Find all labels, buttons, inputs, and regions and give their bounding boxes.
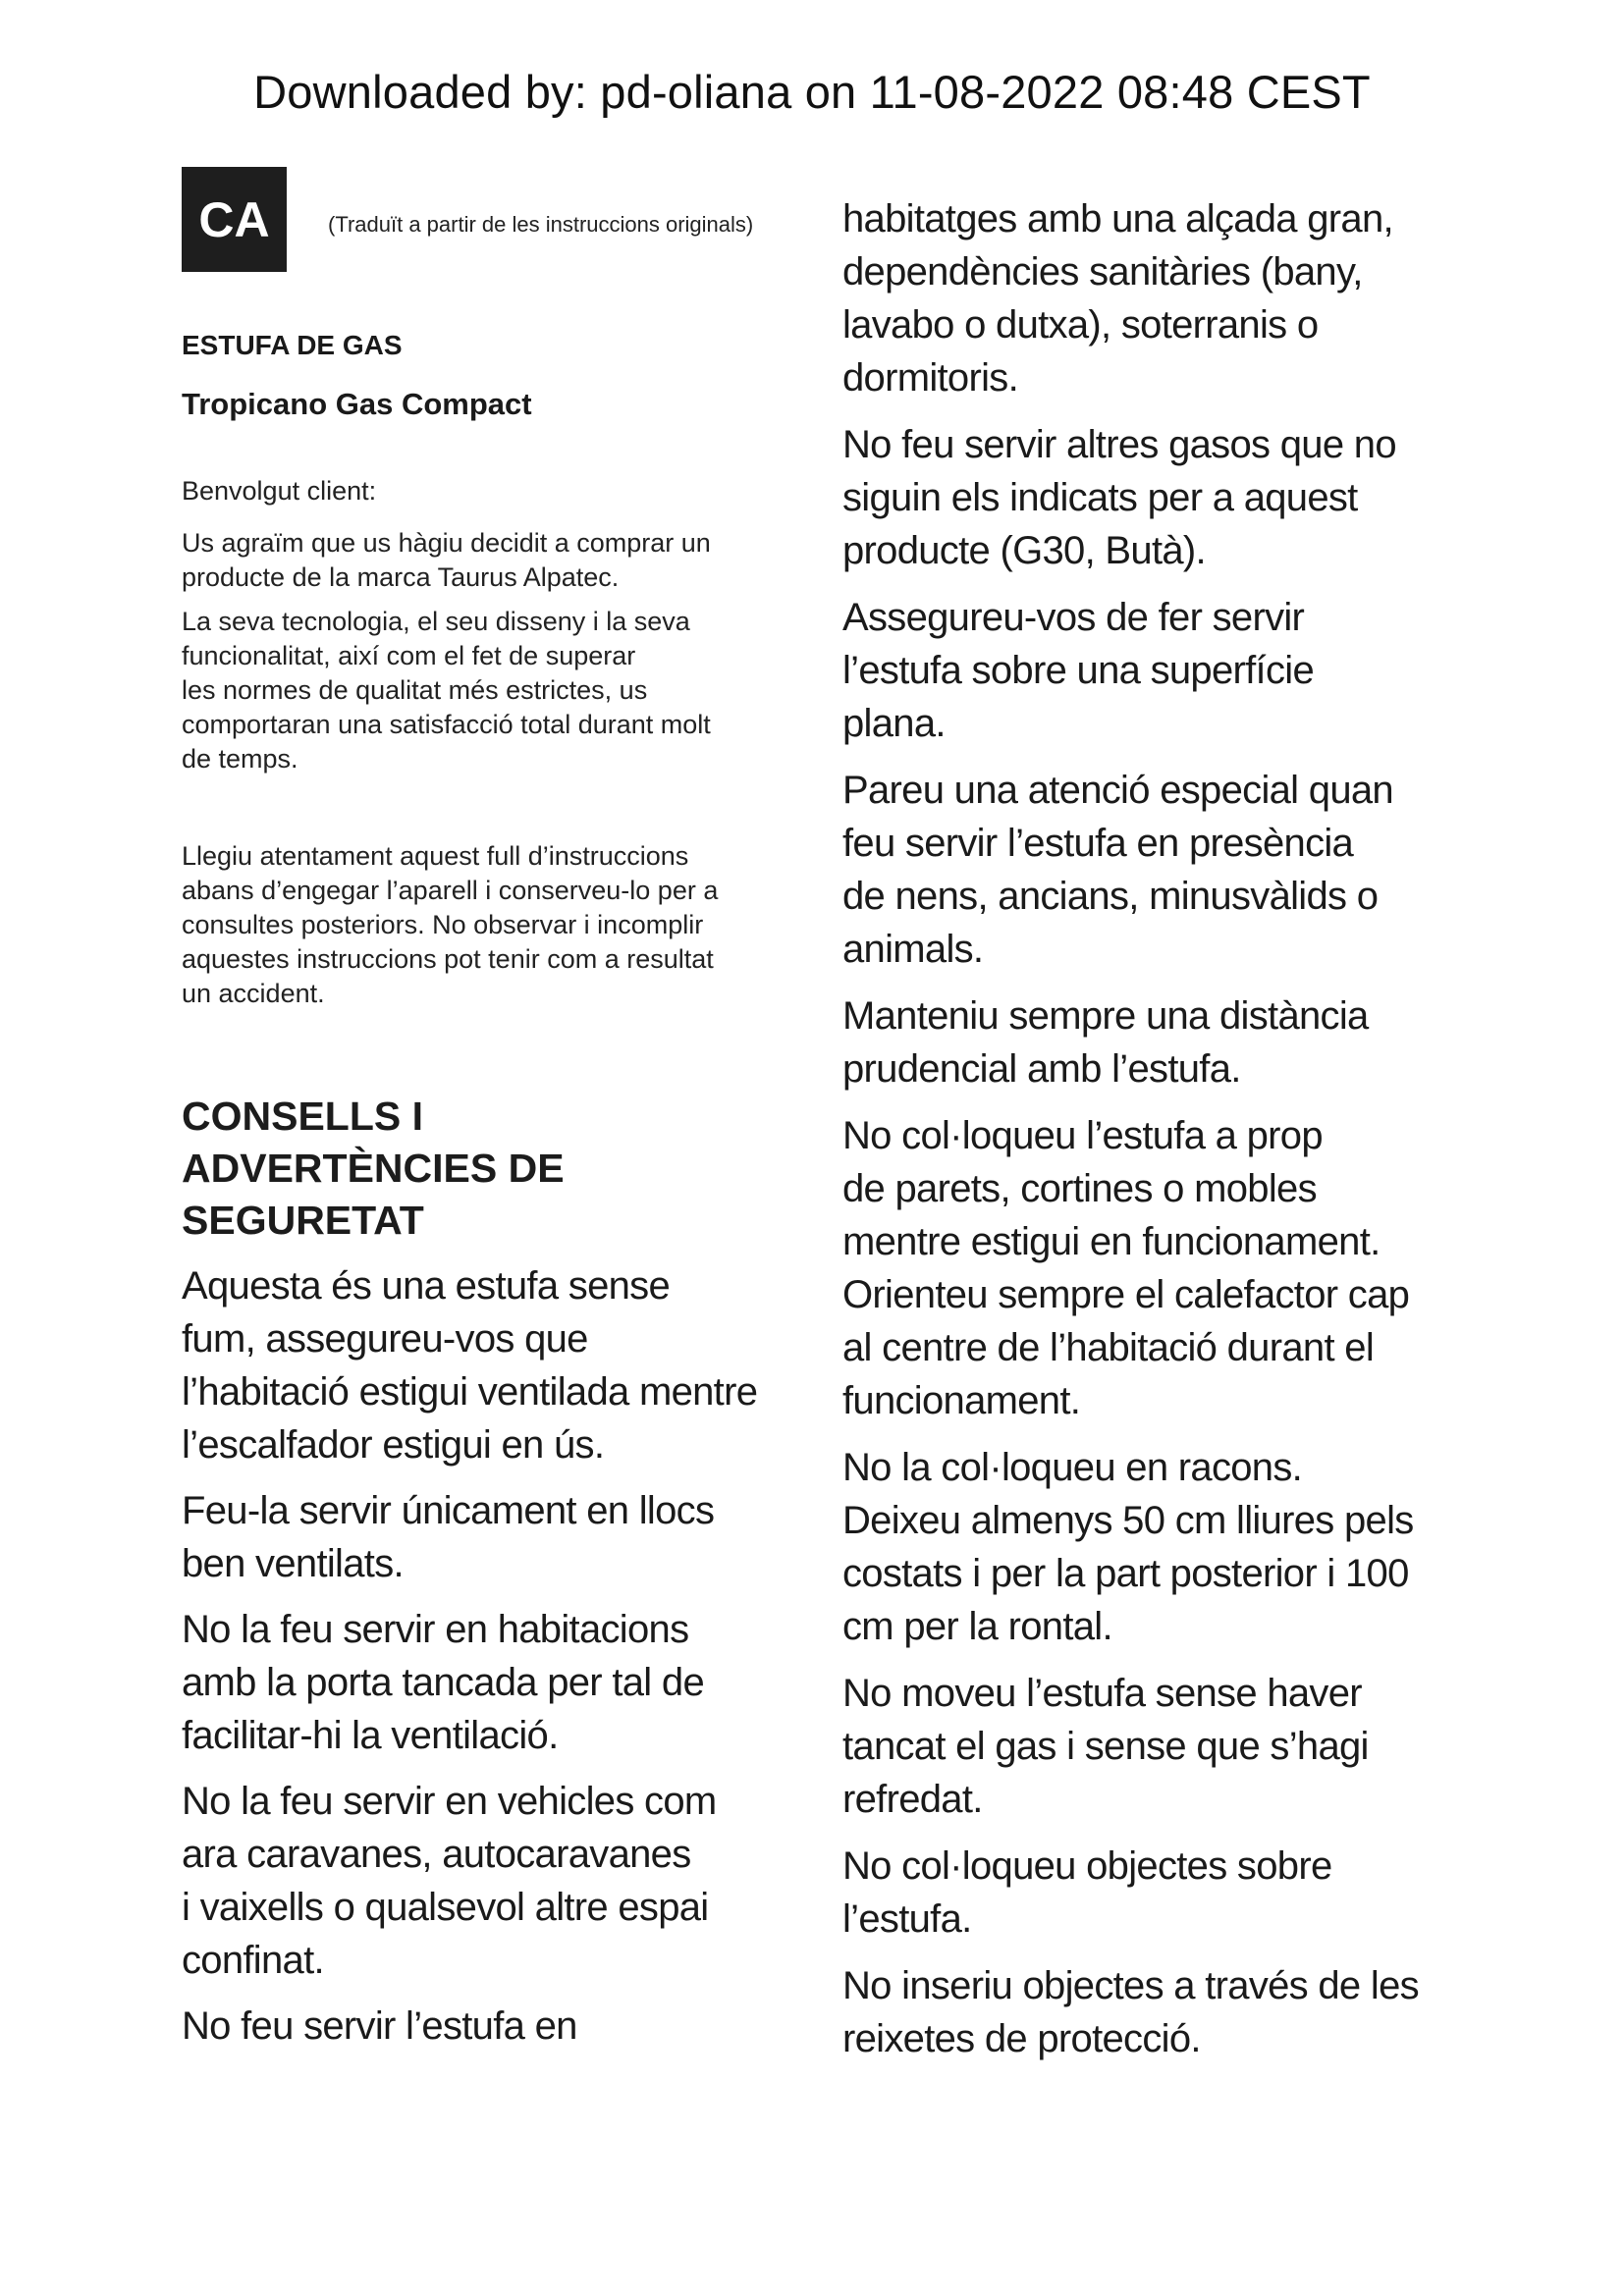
text-line: No la col·loqueu en racons. (842, 1446, 1303, 1489)
text-line: comportaran una satisfacció total durant molt (182, 710, 711, 739)
text-line: Deixeu almenys 50 cm lliures pels (842, 1499, 1414, 1542)
heading-line: ADVERTÈNCIES DE (182, 1146, 565, 1191)
safety-paragraph (842, 1840, 1471, 1946)
text-line: abans d’engegar l’aparell i conserveu-lo per a (182, 876, 719, 905)
text-line: ara caravanes, autocaravanes (182, 1833, 691, 1876)
text-line: No la feu servir en vehicles com (182, 1780, 717, 1823)
text-line: confinat. (182, 1939, 324, 1982)
text-line: No col·loqueu objectes sobre (842, 1844, 1332, 1888)
text-line: No col·loqueu l’estufa a prop (842, 1114, 1323, 1157)
text-line: siguin els indicats per a aquest (842, 476, 1358, 519)
text-line: un accident. (182, 979, 325, 1008)
language-badge: CA (182, 167, 287, 272)
text-line: Assegureu-vos de fer servir (842, 596, 1305, 639)
text-line: funcionalitat, així com el fet de superar (182, 641, 636, 670)
text-line: habitatges amb una alçada gran, (842, 197, 1393, 240)
text-line: Us agraïm que us hàgiu decidit a comprar un (182, 528, 711, 558)
text-line: No feu servir l’estufa en (182, 2004, 577, 2048)
safety-paragraph (842, 591, 1471, 750)
text-line: l’habitació estigui ventilada mentre (182, 1370, 758, 1414)
text-line: Feu-la servir únicament en llocs (182, 1489, 715, 1532)
text-line: al centre de l’habitació durant el (842, 1326, 1375, 1369)
greeting: Benvolgut client: (182, 476, 377, 506)
text-line: i vaixells o qualsevol altre espai (182, 1886, 709, 1929)
section-heading (182, 1091, 810, 1247)
safety-paragraph (182, 1484, 810, 1590)
text-line: dormitoris. (842, 356, 1018, 400)
text-line: La seva tecnologia, el seu disseny i la seva (182, 607, 690, 636)
intro-paragraph-1 (182, 526, 810, 595)
translated-note: (Traduït a partir de les instruccions originals) (328, 211, 754, 237)
text-line: funcionament. (842, 1379, 1081, 1422)
text-line: l’estufa sobre una superfície (842, 649, 1314, 692)
intro-paragraph-3 (182, 839, 810, 1011)
text-line: amb la porta tancada per tal de (182, 1661, 704, 1704)
text-line: refredat. (842, 1778, 983, 1821)
text-line: l’estufa. (842, 1897, 972, 1941)
text-line: Pareu una atenció especial quan (842, 769, 1393, 812)
text-line: animals. (842, 928, 984, 971)
download-note: Downloaded by: pd-oliana on 11-08-2022 08:48 CEST (253, 66, 1371, 118)
product-type: ESTUFA DE GAS (182, 330, 403, 360)
text-line: les normes de qualitat més estrictes, us (182, 675, 648, 705)
safety-paragraph (842, 989, 1471, 1095)
text-line: lavabo o dutxa), soterranis o (842, 303, 1319, 347)
safety-paragraph (842, 1959, 1471, 2065)
text-line: prudencial amb l’estufa. (842, 1047, 1241, 1091)
text-line: dependències sanitàries (bany, (842, 250, 1363, 294)
text-line: No la feu servir en habitacions (182, 1608, 689, 1651)
text-line: reixetes de protecció. (842, 2017, 1201, 2060)
right-column (842, 192, 1471, 2065)
text-line: Llegiu atentament aquest full d’instruccions (182, 841, 689, 871)
left-column (182, 167, 810, 2053)
text-line: cm per la rontal. (842, 1605, 1112, 1648)
heading-line: CONSELLS I (182, 1094, 424, 1139)
text-line: producte (G30, Butà). (842, 529, 1206, 572)
safety-paragraph (842, 1109, 1471, 1427)
text-line: Manteniu sempre una distància (842, 994, 1369, 1038)
safety-paragraph (842, 1441, 1471, 1653)
text-line: mentre estigui en funcionament. (842, 1220, 1380, 1263)
text-line: facilitar-hi la ventilació. (182, 1714, 559, 1757)
intro-paragraph-2 (182, 605, 810, 776)
text-line: No moveu l’estufa sense haver (842, 1672, 1362, 1715)
product-name: Tropicano Gas Compact (182, 387, 532, 421)
text-line: Orienteu sempre el calefactor cap (842, 1273, 1410, 1316)
safety-paragraph (842, 418, 1471, 577)
text-line: costats i per la part posterior i 100 (842, 1552, 1409, 1595)
text-line: plana. (842, 702, 946, 745)
safety-paragraph (842, 764, 1471, 976)
text-line: de temps. (182, 744, 298, 774)
text-line: tancat el gas i sense que s’hagi (842, 1725, 1369, 1768)
text-line: l’escalfador estigui en ús. (182, 1423, 605, 1467)
safety-paragraph (182, 1775, 810, 1987)
safety-paragraph (182, 2000, 810, 2053)
text-line: producte de la marca Taurus Alpatec. (182, 562, 620, 592)
text-line: aquestes instruccions pot tenir com a resultat (182, 944, 714, 974)
text-line: de parets, cortines o mobles (842, 1167, 1317, 1210)
text-line: fum, assegureu-vos que (182, 1317, 588, 1361)
text-line: No inseriu objectes a través de les (842, 1964, 1419, 2007)
language-row (182, 167, 810, 272)
text-line: Aquesta és una estufa sense (182, 1264, 671, 1308)
text-line: ben ventilats. (182, 1542, 404, 1585)
safety-paragraph (182, 1603, 810, 1762)
safety-paragraph (182, 1259, 810, 1471)
text-line: No feu servir altres gasos que no (842, 423, 1396, 466)
safety-paragraph (842, 192, 1471, 404)
text-line: feu servir l’estufa en presència (842, 822, 1354, 865)
text-line: de nens, ancians, minusvàlids o (842, 875, 1379, 918)
safety-paragraph (842, 1667, 1471, 1826)
text-line: consultes posteriors. No observar i incomplir (182, 910, 704, 939)
heading-line: SEGURETAT (182, 1198, 424, 1243)
